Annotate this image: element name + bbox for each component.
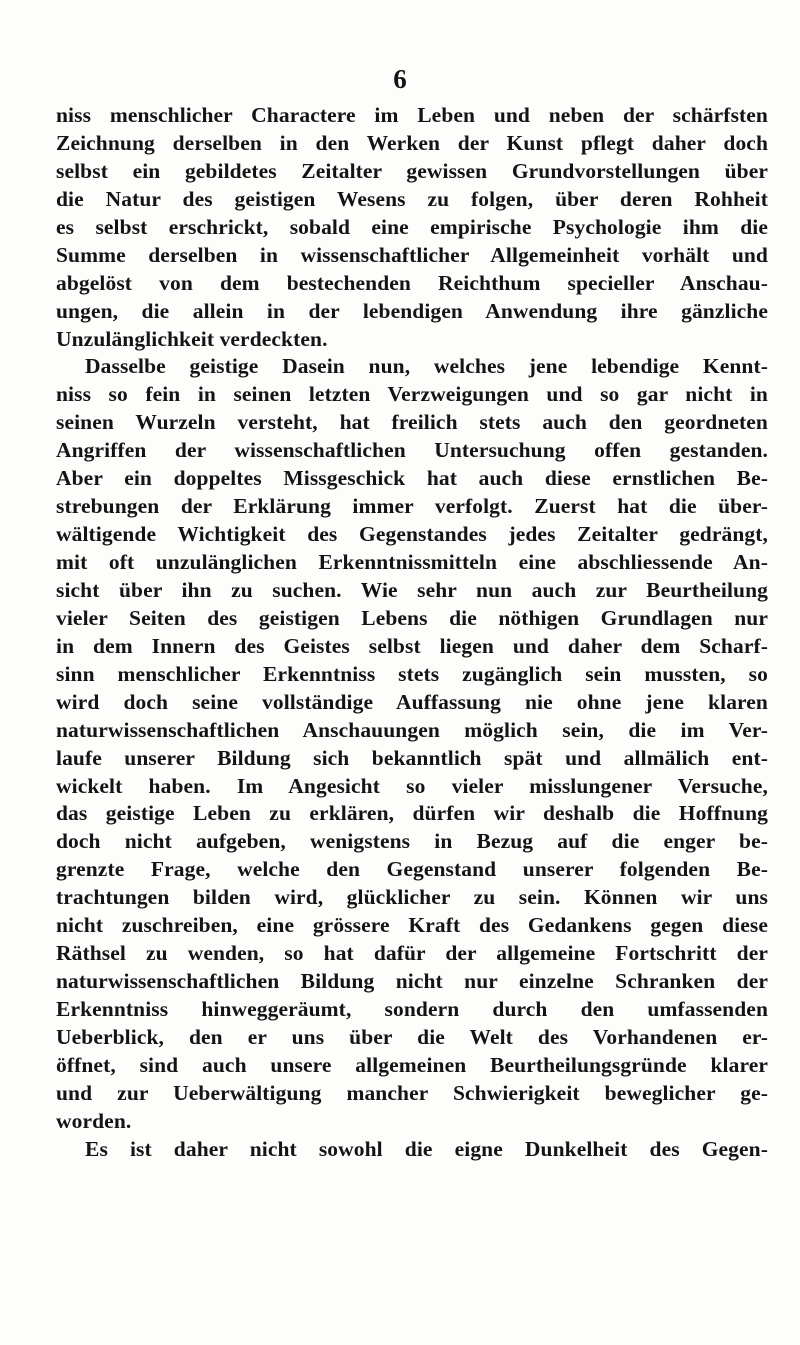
text-line: wird doch seine vollständige Auffassung nie ohne jene klaren (56, 689, 768, 714)
text-line: Unzulänglichkeit verdeckten. (56, 326, 328, 351)
body-text (56, 102, 768, 1164)
text-line: doch nicht aufgeben, wenigstens in Bezug auf die enger be- (56, 829, 768, 854)
text-line: vieler Seiten des geistigen Lebens die nöthigen Grundlagen nur (56, 605, 768, 630)
text-line: Dasselbe geistige Dasein nun, welches jene lebendige Kennt- (85, 354, 768, 379)
text-line: und zur Ueberwältigung mancher Schwierigkeit beweglicher ge- (56, 1080, 768, 1105)
text-line: mit oft unzulänglichen Erkenntnissmitteln eine abschliessende An- (56, 550, 768, 574)
text-line: Ueberblick, den er uns über die Welt des Vorhandenen er- (56, 1024, 768, 1049)
text-line: Es ist daher nicht sowohl die eigne Dunkelheit des Gegen- (85, 1136, 768, 1161)
text-line: laufe unserer Bildung sich bekanntlich spät und allmälich ent- (56, 745, 768, 770)
text-line: sicht über ihn zu suchen. Wie sehr nun auch zur Beurtheilung (56, 577, 768, 602)
text-line: Erkenntniss hinweggeräumt, sondern durch den umfassenden (56, 997, 768, 1021)
text-line: niss so fein in seinen letzten Verzweigungen und so gar nicht in (56, 382, 768, 407)
text-line: grenzte Frage, welche den Gegenstand unserer folgenden Be- (56, 857, 768, 882)
text-line: öffnet, sind auch unsere allgemeinen Beurtheilungsgründe klarer (56, 1052, 768, 1077)
text-line: ungen, die allein in der lebendigen Anwendung ihre gänzliche (56, 298, 768, 323)
text-line: wältigende Wichtigkeit des Gegenstandes jedes Zeitalter gedrängt, (56, 522, 768, 547)
text-line: nicht zuschreiben, eine grössere Kraft des Gedankens gegen diese (56, 913, 768, 938)
text-line: niss menschlicher Charactere im Leben und neben der schärfsten (56, 103, 768, 127)
text-line: trachtungen bilden wird, glücklicher zu sein. Können wir uns (56, 885, 768, 910)
text-line: Zeichnung derselben in den Werken der Kunst pflegt daher doch (56, 130, 768, 155)
page-number: 6 (393, 64, 407, 94)
text-line: das geistige Leben zu erklären, dürfen wir deshalb die Hoffnung (56, 801, 768, 826)
text-line: in dem Innern des Geistes selbst liegen und daher dem Scharf- (56, 633, 768, 658)
text-line: naturwissenschaftlichen Bildung nicht nur einzelne Schranken der (56, 969, 768, 994)
text-line: selbst ein gebildetes Zeitalter gewissen Grundvorstellungen über (56, 158, 768, 183)
text-line: Räthsel zu wenden, so hat dafür der allgemeine Fortschritt der (56, 941, 768, 966)
text-line: wickelt haben. Im Angesicht so vieler misslungener Versuche, (56, 773, 768, 798)
text-line: strebungen der Erklärung immer verfolgt. Zuerst hat die über- (56, 494, 768, 519)
text-line: die Natur des geistigen Wesens zu folgen, über deren Rohheit (56, 186, 768, 211)
text-line: abgelöst von dem bestechenden Reichthum specieller Anschau- (56, 270, 768, 295)
text-line: es selbst erschrickt, sobald eine empirische Psychologie ihm die (56, 214, 768, 239)
text-line: sinn menschlicher Erkenntniss stets zugänglich sein mussten, so (56, 661, 768, 686)
text-line: Angriffen der wissenschaftlichen Untersuchung offen gestanden. (56, 438, 768, 463)
text-line: Aber ein doppeltes Missgeschick hat auch diese ernstlichen Be- (56, 466, 768, 491)
text-line: Summe derselben in wissenschaftlicher Allgemeinheit vorhält und (56, 242, 768, 267)
text-line: naturwissenschaftlichen Anschauungen möglich sein, die im Ver- (56, 717, 768, 742)
text-line: worden. (56, 1108, 132, 1133)
text-line: seinen Wurzeln versteht, hat freilich stets auch den geordneten (56, 410, 768, 435)
